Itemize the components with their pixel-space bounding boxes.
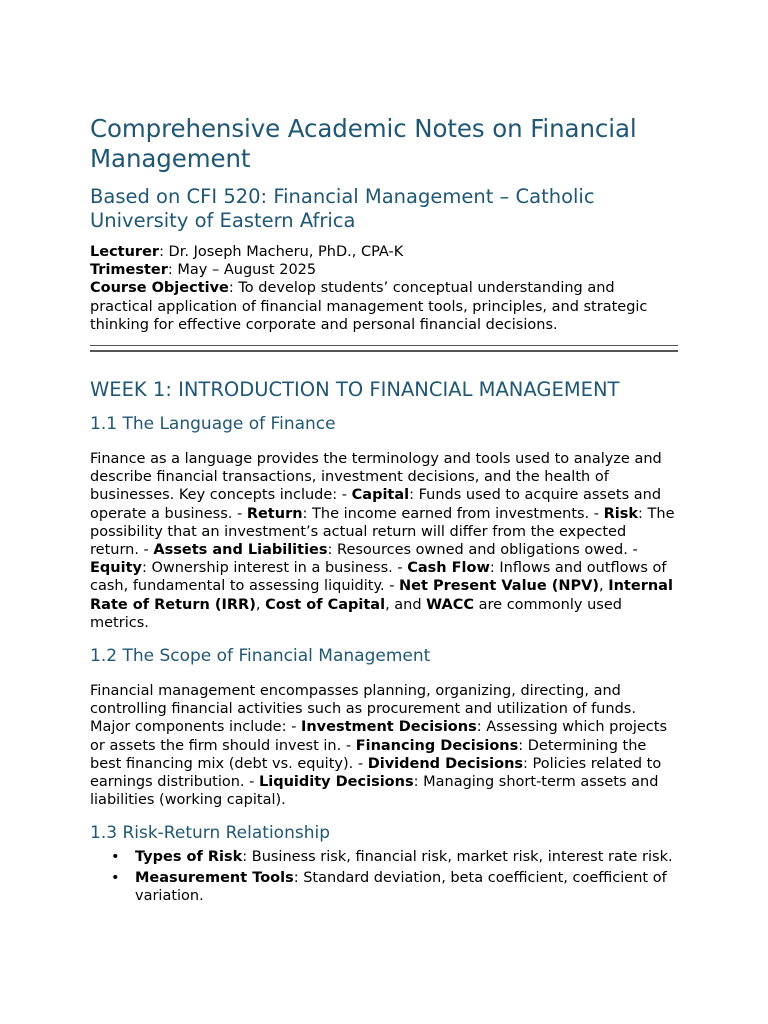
text-run: are commonly used metrics. [90,596,622,631]
bullet-icon: • [111,869,120,886]
term-wacc: WACC [426,596,475,613]
term-cash-flow: Cash Flow [407,560,490,577]
term-capital: Capital [351,487,410,504]
course-meta [90,243,678,334]
term-irr: Internal Rate of Return (IRR) [90,578,673,613]
list-item-term: Measurement Tools [135,869,294,886]
list-item-term: Types of Risk [135,849,243,866]
text-run: : Inflows and outflows of cash, fundamental to assessing liquidity. - [90,560,667,595]
text-run: Finance as a language provides the terminology and tools used to analyze and describe financial transactions, investment decisions, and the health of businesses. Key concepts include: - [90,451,662,504]
page-subtitle: Based on CFI 520: Financial Management – Catholic University of Eastern Africa [90,185,595,232]
list-item-text: : Business risk, financial risk, market risk, interest rate risk. [242,849,673,866]
list-item [111,848,678,866]
page-title: Comprehensive Academic Notes on Financial Management [90,114,637,173]
section-1-1-paragraph [90,450,678,632]
term-equity: Equity [90,560,142,577]
term-liquidity-decisions: Liquidity Decisions [258,774,414,791]
text-run: , [255,596,266,613]
lecturer-value: : Dr. Joseph Macheru, PhD., CPA-K [159,244,404,260]
objective-line [90,279,678,334]
text-run: , [599,578,609,595]
objective-label: Course Objective [90,280,229,297]
trimester-value: : May – August 2025 [167,262,317,279]
section-1-2-heading: 1.2 The Scope of Financial Management [90,646,431,667]
text-run: , and [385,596,427,613]
term-financing-decisions: Financing Decisions [355,737,519,754]
text-run: : Policies related to earnings distribution. - [90,755,662,791]
term-risk: Risk [603,505,639,522]
section-1-3-heading: 1.3 Risk-Return Relationship [90,823,330,844]
list-item [111,869,678,905]
objective-value: : To develop students’ conceptual understanding and practical application of financial management tools, principles, and strategic thinking for effective corporate and personal financial decisions. [90,280,648,333]
text-run: : Funds used to acquire assets and operate a business. - [90,487,662,522]
section-divider [90,345,678,352]
term-dividend-decisions: Dividend Decisions [367,755,524,772]
text-run: : Managing short-term assets and liabilities (working capital). [90,774,659,809]
lecturer-line [90,243,678,261]
lecturer-label: Lecturer [90,244,160,260]
term-assets-liabilities: Assets and Liabilities [153,542,328,559]
term-investment-decisions: Investment Decisions [300,719,477,736]
term-cost-of-capital: Cost of Capital [265,596,386,613]
text-run: : The income earned from investments. - [302,505,604,522]
section-1-2-paragraph [90,682,678,809]
text-run: : Resources owned and obligations owed. - [327,542,638,559]
section-1-1-heading: 1.1 The Language of Finance [90,414,336,435]
week1-heading: WEEK 1: INTRODUCTION TO FINANCIAL MANAGEMENT [90,378,620,402]
text-run: : Ownership interest in a business. - [141,560,408,577]
trimester-line [90,261,678,279]
bullet-icon: • [111,849,120,866]
risk-return-list [90,848,678,905]
list-item-text: : Standard deviation, beta coefficient, coefficient of variation. [135,869,667,904]
text-run: : The possibility that an investment’s actual return will differ from the expected return. - [90,505,675,559]
trimester-label: Trimester [90,262,168,279]
text-run: : Assessing which projects or assets the firm should invest in. - [90,719,668,754]
text-run: : Determining the best financing mix (debt vs. equity). - [90,737,647,772]
text-run: Financial management encompasses planning, organizing, directing, and controlling financial activities such as procurement and utilization of funds. Major components include: - [90,683,636,736]
term-npv: Net Present Value (NPV) [399,578,599,595]
term-return: Return [246,505,303,522]
